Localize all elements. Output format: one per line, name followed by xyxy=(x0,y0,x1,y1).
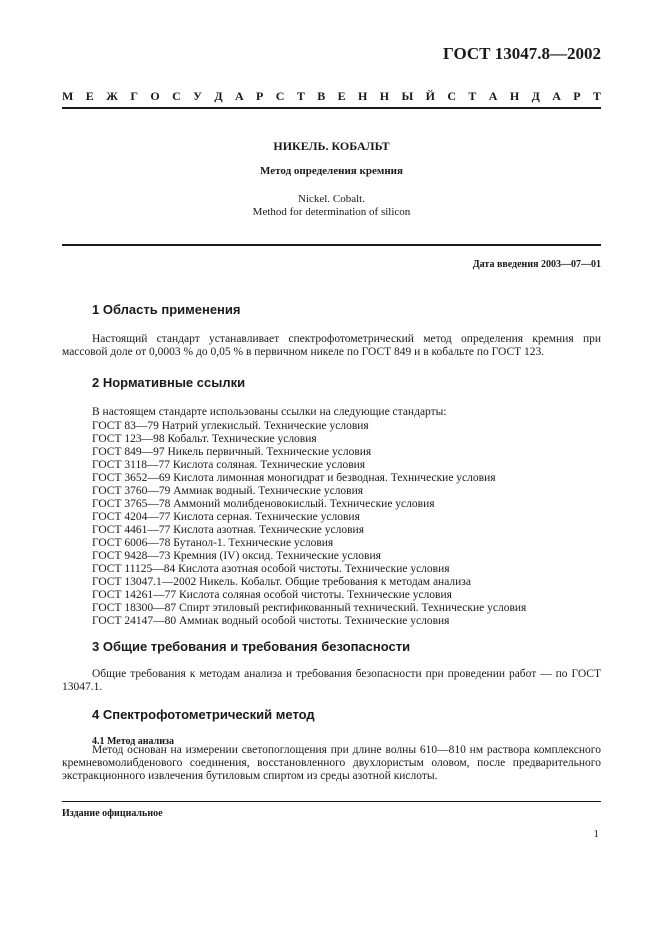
title-divider xyxy=(62,244,601,246)
header-divider xyxy=(62,107,601,109)
section-text-general: Общие требования к методам анализа и требования безопасности при проведении работ — по ГОСТ 13047.1. xyxy=(62,668,601,693)
reference-item: ГОСТ 14261—77 Кислота соляная особой чистоты. Технические условия xyxy=(92,589,452,601)
reference-item: ГОСТ 9428—73 Кремния (IV) оксид. Технические условия xyxy=(92,550,381,562)
document-subtitle: Метод определения кремния xyxy=(260,165,403,177)
footer-divider xyxy=(62,801,601,802)
reference-item: ГОСТ 13047.1—2002 Никель. Кобальт. Общие требования к методам анализа xyxy=(92,576,471,588)
english-title xyxy=(62,193,601,219)
page-number: 1 xyxy=(593,828,599,840)
reference-item: ГОСТ 3760—79 Аммиак водный. Технические условия xyxy=(92,485,364,497)
section-text-method: Метод основан на измерении светопоглощения при длине волны 610—810 нм раствора комплексного кремневомолибденового соединения, восстановленного двухлористым оловом, после предварительного экстракционного извлечения бутиловым спиртом из среды азотной кислоты. xyxy=(62,744,601,782)
reference-item: ГОСТ 123—98 Кобальт. Технические условия xyxy=(92,433,317,445)
reference-item: ГОСТ 11125—84 Кислота азотная особой чистоты. Технические условия xyxy=(92,563,450,575)
section-text-scope: Настоящий стандарт устанавливает спектрофотометрический метод определения кремния при массовой доле от 0,0003 % до 0,05 % в первичном никеле по ГОСТ 849 и в кобальте по ГОСТ 123. xyxy=(62,333,601,358)
reference-item: ГОСТ 24147—80 Аммиак водный особой чистоты. Технические условия xyxy=(92,615,450,627)
section-heading-normative: 2 Нормативные ссылки xyxy=(92,375,246,390)
section-heading-general: 3 Общие требования и требования безопасности xyxy=(92,639,411,654)
document-title: НИКЕЛЬ. КОБАЛЬТ xyxy=(273,139,390,153)
reference-item: ГОСТ 3765—78 Аммоний молибденовокислый. Технические условия xyxy=(92,498,435,510)
reference-item: ГОСТ 3118—77 Кислота соляная. Технические условия xyxy=(92,459,366,471)
reference-item: ГОСТ 3652—69 Кислота лимонная моногидрат и безводная. Технические условия xyxy=(92,472,496,484)
reference-item: ГОСТ 83—79 Натрий углекислый. Технические условия xyxy=(92,420,369,432)
reference-item: ГОСТ 18300—87 Спирт этиловый ректификованный технический. Технические условия xyxy=(92,602,527,614)
section-heading-spectro: 4 Спектрофотометрический метод xyxy=(92,707,315,722)
document-number: ГОСТ 13047.8—2002 xyxy=(443,44,601,63)
reference-item: ГОСТ 4461—77 Кислота азотная. Технические условия xyxy=(92,524,364,536)
reference-item: ГОСТ 849—97 Никель первичный. Технические условия xyxy=(92,446,372,458)
reference-item: ГОСТ 6006—78 Бутанол-1. Технические условия xyxy=(92,537,334,549)
standard-type-banner: М Е Ж Г О С У Д А Р С Т В Е Н Н Ы Й С Т А Н Д А Р Т xyxy=(62,89,601,103)
introduction-date: Дата введения 2003—07—01 xyxy=(472,259,601,270)
section-heading-scope: 1 Область применения xyxy=(92,302,241,317)
english-title-line-2: Method for determination of silicon xyxy=(252,206,411,218)
normative-intro: В настоящем стандарте использованы ссылки на следующие стандарты: xyxy=(92,406,447,418)
subsection-heading-method: 4.1 Метод анализа xyxy=(92,736,175,747)
reference-item: ГОСТ 4204—77 Кислота серная. Технические условия xyxy=(92,511,360,523)
normative-reference-list xyxy=(92,420,526,628)
english-title-line-1: Nickel. Cobalt. xyxy=(298,193,365,205)
edition-label: Издание официальное xyxy=(62,808,163,819)
